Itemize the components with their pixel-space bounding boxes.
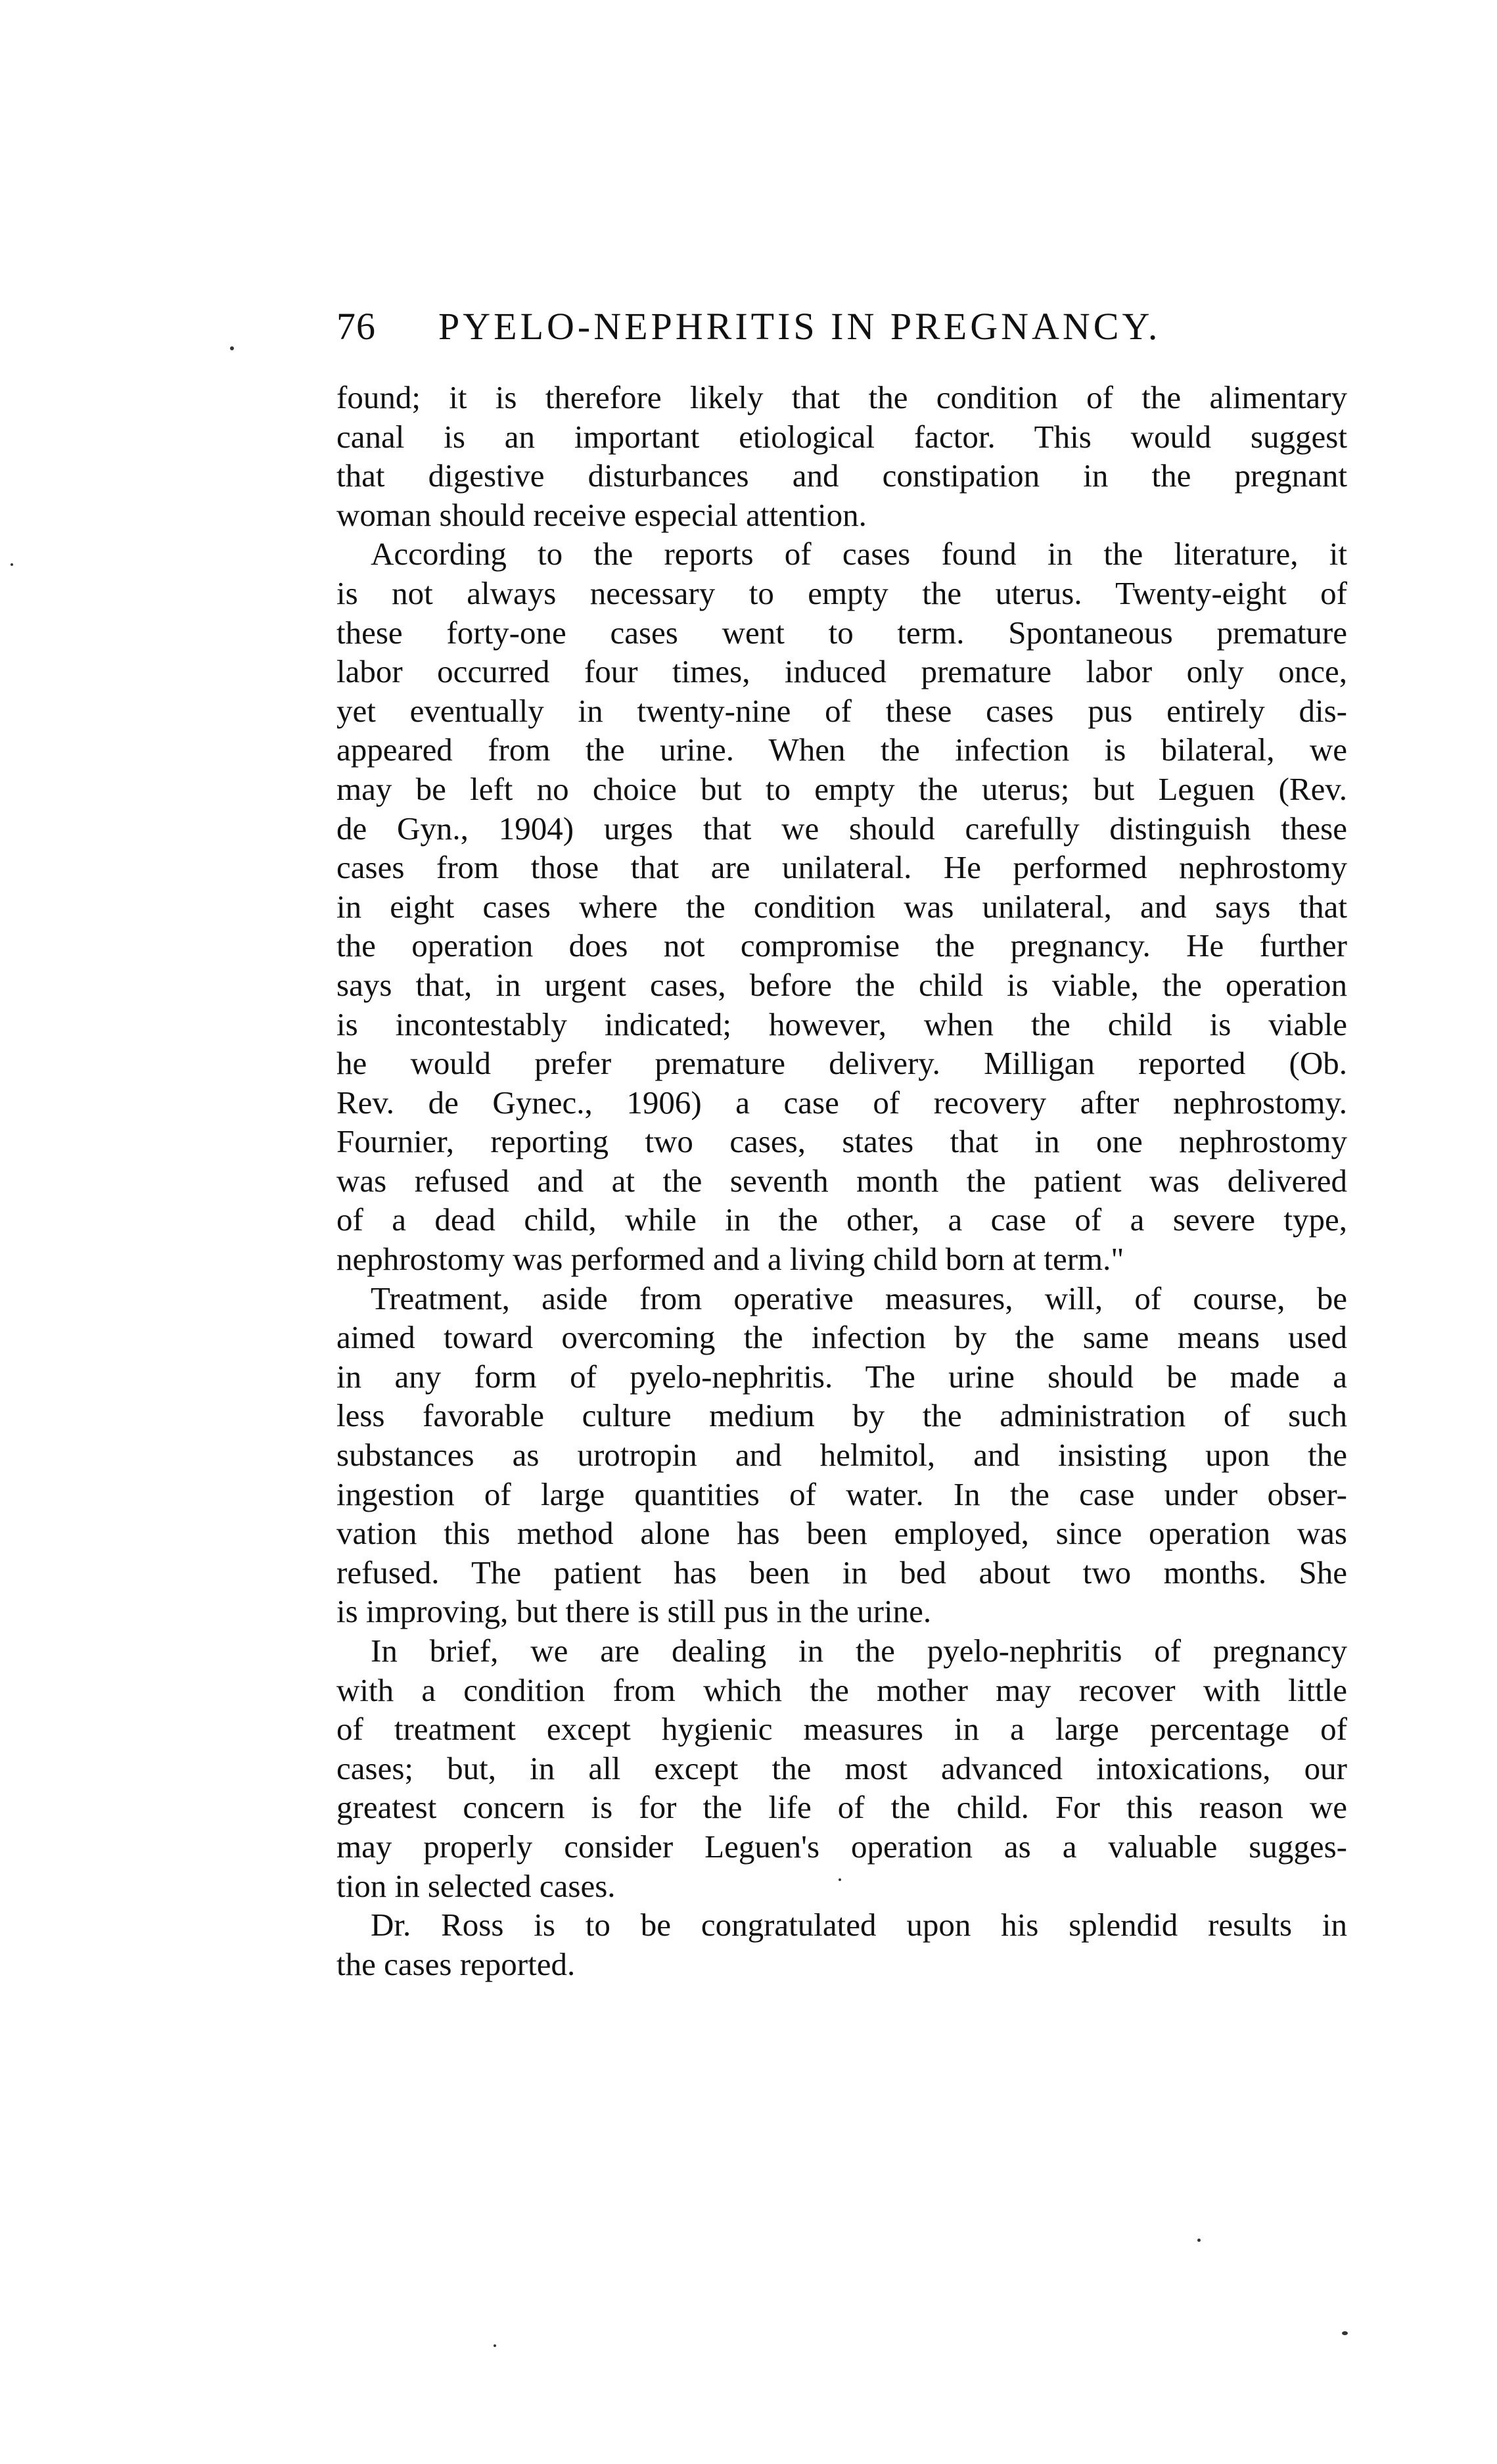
text-line: appeared from the urine. When the infection is bilateral, we [336, 732, 1347, 768]
scan-speck [230, 346, 234, 350]
paragraph [336, 1905, 1347, 1984]
text-line: Fournier, reporting two cases, states that in one nephrostomy [336, 1123, 1347, 1160]
text-line: tion in selected cases. [336, 1867, 616, 1904]
text-line: of a dead child, while in the other, a case of a severe type, [336, 1201, 1347, 1238]
scan-speck [839, 1878, 841, 1881]
text-line: yet eventually in twenty-nine of these cases pus entirely dis- [336, 692, 1347, 729]
text-line: refused. The patient has been in bed about two months. She [336, 1554, 1347, 1591]
text-line: less favorable culture medium by the administration of such [336, 1397, 1347, 1434]
text-line: Treatment, aside from operative measures, will, of course, be [371, 1280, 1347, 1316]
text-line: de Gyn., 1904) urges that we should carefully distinguish these [336, 810, 1347, 847]
text-line: is not always necessary to empty the uterus. Twenty-eight of [336, 574, 1347, 611]
text-line: vation this method alone has been employed, since operation was [336, 1515, 1347, 1552]
scan-speck [1342, 2331, 1348, 2335]
scan-speck [1197, 2239, 1201, 2242]
text-line: ingestion of large quantities of water. In the case under obser- [336, 1476, 1347, 1512]
text-line: of treatment except hygienic measures in a large percentage of [336, 1711, 1347, 1748]
text-line: aimed toward overcoming the infection by the same means used [336, 1319, 1347, 1356]
text-line: was refused and at the seventh month the patient was delivered [336, 1162, 1347, 1199]
paragraph [336, 1631, 1347, 1905]
body-text [336, 378, 1347, 1984]
text-line: in any form of pyelo-nephritis. The urine should be made a [336, 1358, 1347, 1395]
text-line: In brief, we are dealing in the pyelo-nephritis of pregnancy [371, 1633, 1347, 1669]
text-line: found; it is therefore likely that the condition of the alimentary [336, 379, 1347, 415]
text-line: says that, in urgent cases, before the child is viable, the operation [336, 966, 1347, 1003]
text-line: he would prefer premature delivery. Milligan reported (Ob. [336, 1045, 1347, 1082]
text-line: nephrostomy was performed and a living child born at term." [336, 1241, 1124, 1278]
text-line: is incontestably indicated; however, when the child is viable [336, 1006, 1347, 1042]
text-line: canal is an important etiological factor. This would suggest [336, 418, 1347, 455]
text-line: woman should receive especial attention. [336, 496, 867, 533]
text-line: is improving, but there is still pus in the urine. [336, 1593, 932, 1630]
running-title: PYELO-NEPHRITIS IN PREGNANCY. [438, 305, 1161, 348]
text-line: may properly consider Leguen's operation as a valuable sugges- [336, 1828, 1347, 1865]
paragraph [336, 534, 1347, 1278]
scan-speck [11, 563, 13, 566]
text-line: substances as urotropin and helmitol, and insisting upon the [336, 1437, 1347, 1474]
page-header [336, 297, 1348, 356]
text-line: Rev. de Gynec., 1906) a case of recovery after nephrostomy. [336, 1084, 1347, 1121]
paragraph [336, 378, 1347, 534]
text-line: the operation does not compromise the pregnancy. He further [336, 927, 1347, 964]
text-line: that digestive disturbances and constipation in the pregnant [336, 457, 1347, 494]
text-line: According to the reports of cases found in the literature, it [371, 536, 1347, 572]
text-line: with a condition from which the mother may recover with little [336, 1671, 1347, 1708]
text-line: Dr. Ross is to be congratulated upon his splendid results in [371, 1907, 1347, 1943]
text-line: in eight cases where the condition was unilateral, and says that [336, 888, 1347, 925]
text-line: cases; but, in all except the most advanced intoxications, our [336, 1750, 1347, 1786]
text-line: may be left no choice but to empty the uterus; but Leguen (Rev. [336, 770, 1347, 807]
text-line: the cases reported. [336, 1945, 576, 1982]
scan-speck [494, 2344, 496, 2347]
text-line: cases from those that are unilateral. He performed nephrostomy [336, 849, 1347, 886]
paragraph [336, 1279, 1347, 1631]
text-line: labor occurred four times, induced premature labor only once, [336, 653, 1347, 690]
page-number: 76 [336, 305, 376, 348]
text-line: greatest concern is for the life of the child. For this reason we [336, 1789, 1347, 1826]
text-line: these forty-one cases went to term. Spontaneous premature [336, 614, 1347, 651]
